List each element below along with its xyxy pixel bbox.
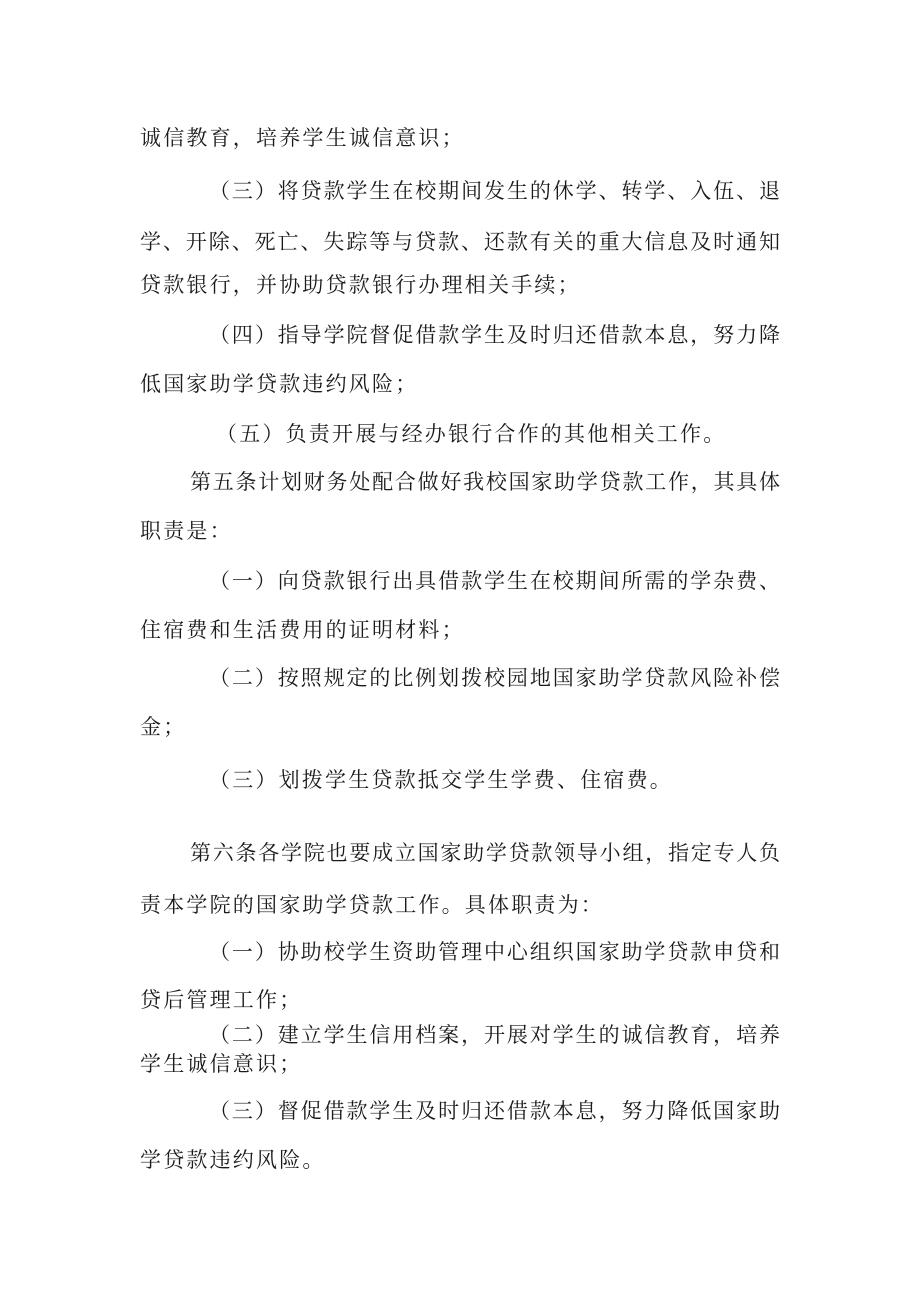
paragraph-line: 低国家助学贷款违约风险； — [140, 372, 419, 396]
paragraph-line: 第六条各学院也要成立国家助学贷款领导小组，指定专人负 — [190, 841, 780, 865]
paragraph-line: （三）将贷款学生在校期间发生的休学、转学、入伍、退 — [209, 179, 780, 203]
paragraph-line: 学、开除、死亡、失踪等与贷款、还款有关的重大信息及时通知 — [140, 230, 780, 254]
paragraph-line: 诚信教育，培养学生诚信意识； — [140, 126, 465, 150]
paragraph-line: （二）按照规定的比例划拨校园地国家助学贷款风险补偿 — [209, 666, 780, 690]
paragraph-line: 职责是： — [140, 519, 233, 543]
paragraph-line: 第五条计划财务处配合做好我校国家助学贷款工作，其具体 — [190, 470, 780, 494]
paragraph-line: 贷款银行，并协助贷款银行办理相关手续； — [140, 273, 581, 297]
paragraph-line: （四）指导学院督促借款学生及时归还借款本息，努力降 — [209, 323, 780, 347]
paragraph-line: （三）督促借款学生及时归还借款本息，努力降低国家助 — [209, 1099, 780, 1123]
paragraph-line: 责本学院的国家助学贷款工作。具体职责为： — [140, 893, 604, 917]
paragraph-line: 学贷款违约风险。 — [140, 1148, 326, 1172]
paragraph-line: 住宿费和生活费用的证明材料； — [140, 618, 465, 642]
paragraph-line: （五）负责开展与经办银行合作的其他相关工作。 — [216, 422, 727, 446]
paragraph-line: （一）协助校学生资助管理中心组织国家助学贷款申贷和 — [209, 940, 780, 964]
paragraph-line: （三）划拨学生贷款抵交学生学费、住宿费。 — [209, 768, 673, 792]
paragraph-line: 贷后管理工作； — [140, 988, 303, 1012]
paragraph-line: （一）向贷款银行出具借款学生在校期间所需的学杂费、 — [209, 569, 780, 593]
paragraph-line: 金； — [140, 715, 187, 739]
paragraph-line: 学生诚信意识； — [140, 1052, 303, 1076]
paragraph-line: （二）建立学生信用档案，开展对学生的诚信教育，培养 — [209, 1023, 780, 1047]
